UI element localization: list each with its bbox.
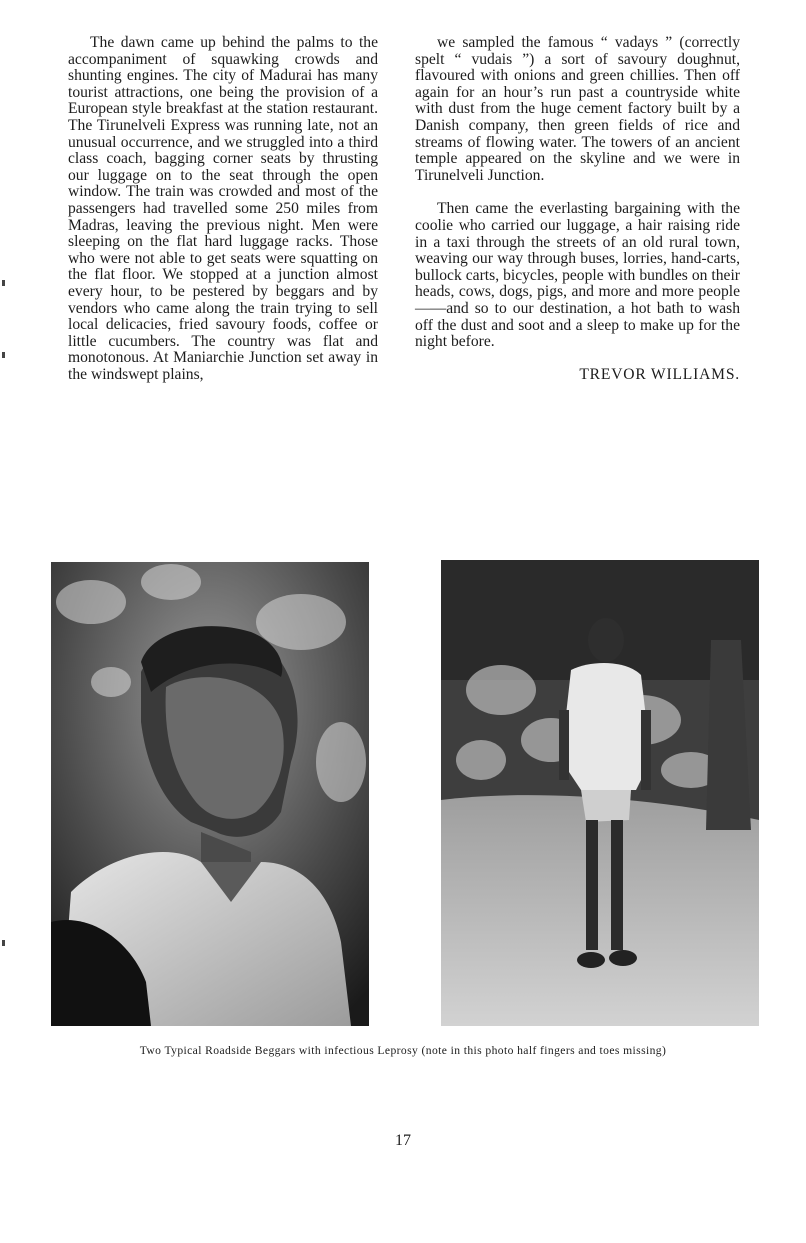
article-paragraph: we sampled the famous “ vadays ” (correctly spelt “ vudais ”) a sort of savoury doughnut, flavoured with onions and green chillies. Then off again for an hour’s run past a countryside white with dust from the huge cement factory built by a Danish company, then green fields of rice and streams of flowing water. The towers of an ancient temple appeared on the skyline and we were in Tirunelveli Junction. — [415, 34, 740, 184]
page-number: 17 — [395, 1132, 411, 1149]
scan-margin-mark — [2, 940, 5, 946]
photo-caption: Two Typical Roadside Beggars with infectious Leprosy (note in this photo half fingers and toes missing) — [139, 1044, 667, 1057]
article-left-column — [68, 35, 378, 383]
scan-margin-mark — [2, 352, 5, 358]
article-paragraph: Then came the everlasting bargaining with the coolie who carried our luggage, a hair raising ride in a taxi through the streets of an old rural town, weaving our way through buses, lorries, hand-carts, bullock carts, bicycles, people with bundles on their heads, cows, dogs, pigs, and more and more people——and so to our destination, a hot bath to wash off the dust and soot and a sleep to make up for the night before. — [415, 200, 740, 351]
author-byline: TREVOR WILLIAMS. — [579, 365, 740, 383]
photo-young-beggar — [441, 560, 759, 1026]
photo-elderly-beggar — [51, 562, 369, 1026]
article-paragraph: The dawn came up behind the palms to the accompaniment of squawking crowds and shunting engines. The city of Madurai has many tourist attractions, one being the provision of a European style breakfast at the station restaurant. The Tirunelveli Express was running late, not an unusual occurrence, and we struggled into a third class coach, bagging corner seats by thrusting our luggage on to the seat through the open window. The train was crowded and most of the passengers had travelled some 250 miles from Madras, leaving the previous night. Men were sleeping on the flat hard luggage racks. Those who were not able to get seats were squatting on the flat floor. We stopped at a junction almost every hour, to be pestered by beggars and by vendors who came along the train trying to sell local delicacies, fried savoury foods, coffee or little cucumbers. The country was flat and monotonous. At Maniarchie Junction set away in the windswept plains, — [68, 34, 378, 383]
scan-margin-mark — [2, 280, 5, 286]
article-right-column — [415, 35, 740, 383]
